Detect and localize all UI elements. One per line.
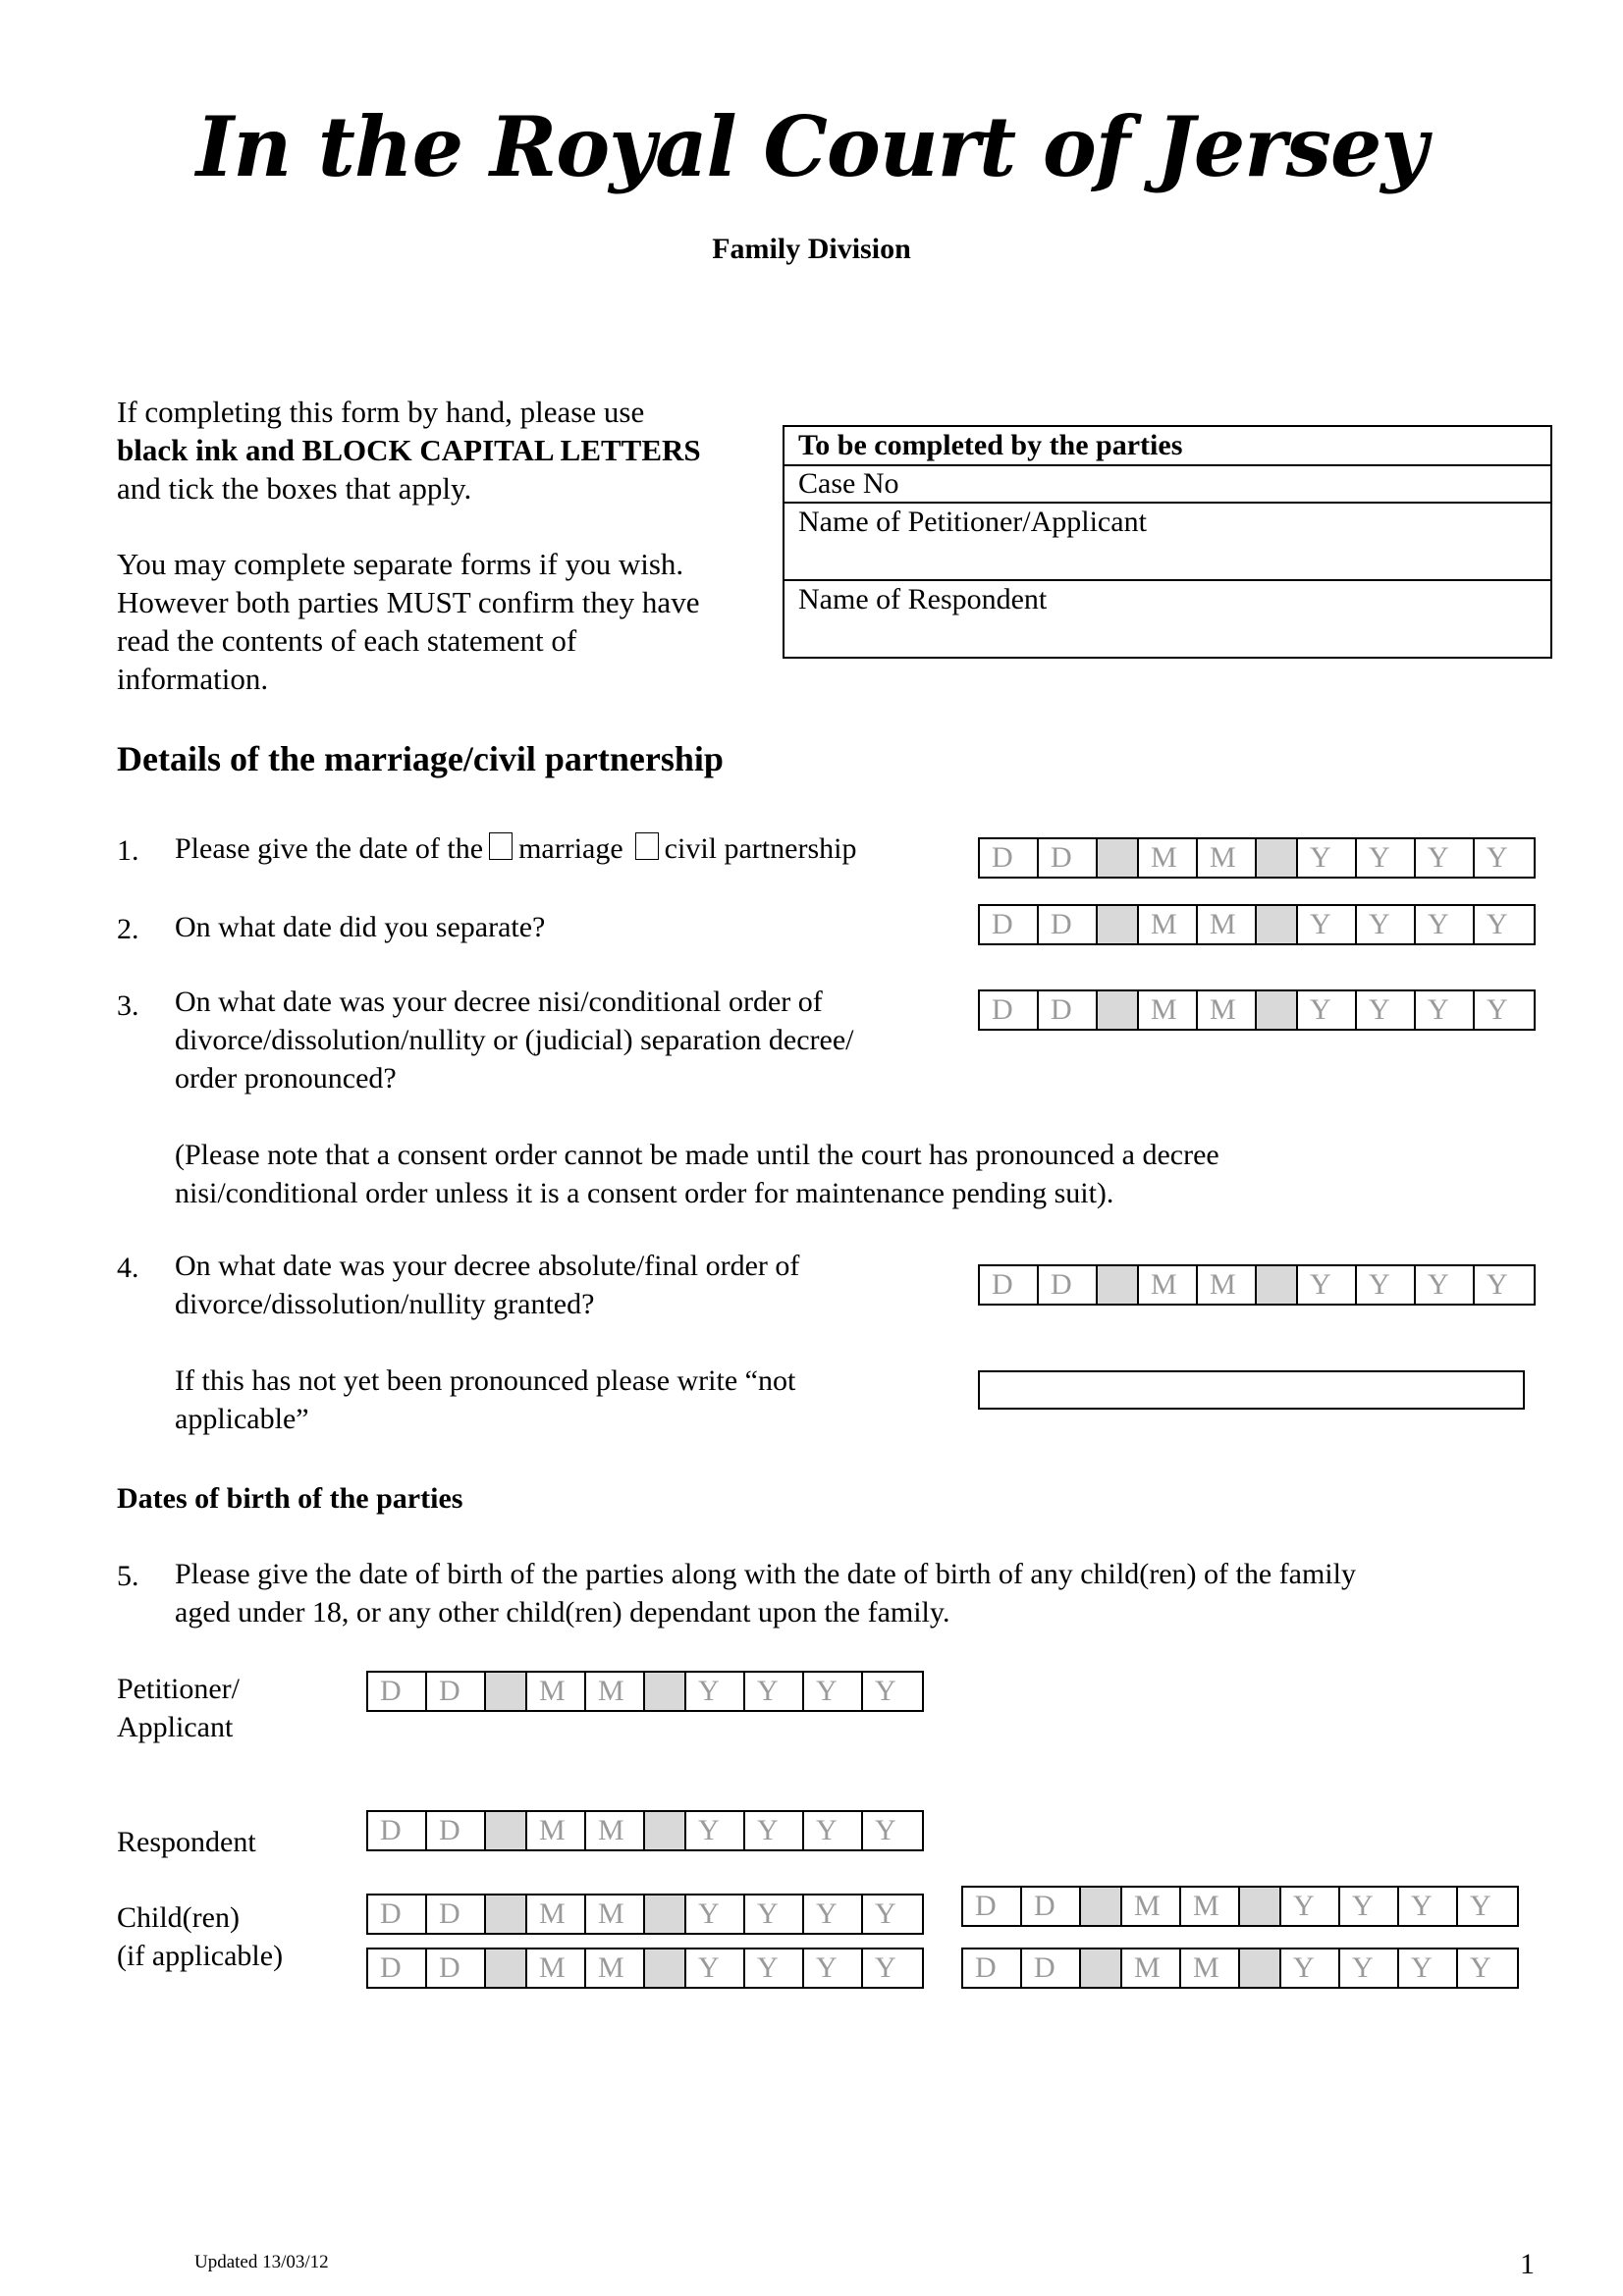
- year-digit-cell[interactable]: Y: [1399, 1888, 1458, 1925]
- date-input-q3[interactable]: [978, 989, 1536, 1031]
- year-digit-cell[interactable]: Y: [1357, 1266, 1416, 1304]
- year-digit-cell[interactable]: Y: [1470, 1951, 1491, 1984]
- parties-box: [783, 425, 1552, 659]
- day-digit-cell[interactable]: D: [1039, 991, 1098, 1029]
- year-digit-cell[interactable]: Y: [1416, 1266, 1475, 1304]
- year-digit-cell[interactable]: Y: [1399, 1949, 1458, 1987]
- date-input-child1[interactable]: [366, 1894, 924, 1935]
- instruction-line: information.: [117, 662, 269, 696]
- month-digit-cell[interactable]: M: [527, 1812, 586, 1849]
- year-digit-cell[interactable]: Y: [686, 1673, 745, 1710]
- month-digit-cell[interactable]: M: [1198, 1266, 1257, 1304]
- civil-partnership-option-label: civil partnership: [664, 832, 857, 865]
- year-digit-cell[interactable]: Y: [804, 1673, 863, 1710]
- day-digit-cell[interactable]: D: [963, 1949, 1022, 1987]
- year-digit-cell[interactable]: Y: [1487, 993, 1508, 1026]
- date-separator: [486, 1673, 527, 1710]
- date-input-q1[interactable]: [978, 837, 1536, 879]
- petitioner-label: Petitioner/: [117, 1673, 240, 1705]
- year-digit-cell[interactable]: Y: [1470, 1890, 1491, 1922]
- month-digit-cell[interactable]: M: [586, 1949, 645, 1987]
- date-separator: [1098, 1266, 1139, 1304]
- day-digit-cell[interactable]: D: [1039, 906, 1098, 943]
- day-digit-cell[interactable]: D: [1039, 1266, 1098, 1304]
- year-digit-cell[interactable]: Y: [686, 1949, 745, 1987]
- date-input-child2[interactable]: [366, 1948, 924, 1989]
- day-digit-cell[interactable]: D: [368, 1812, 427, 1849]
- not-applicable-input[interactable]: [978, 1370, 1525, 1410]
- case-no-field[interactable]: Case No: [784, 466, 1550, 504]
- year-digit-cell[interactable]: Y: [1298, 991, 1357, 1029]
- year-digit-cell[interactable]: Y: [1416, 991, 1475, 1029]
- month-digit-cell[interactable]: M: [586, 1812, 645, 1849]
- date-separator: [645, 1949, 686, 1987]
- year-digit-cell[interactable]: Y: [875, 1897, 896, 1930]
- month-digit-cell[interactable]: M: [1139, 839, 1198, 877]
- date-input-petitioner[interactable]: [366, 1671, 924, 1712]
- year-digit-cell[interactable]: Y: [1298, 906, 1357, 943]
- date-separator: [645, 1896, 686, 1933]
- day-digit-cell[interactable]: D: [427, 1812, 486, 1849]
- respondent-name-field[interactable]: Name of Respondent: [798, 583, 1048, 615]
- date-separator: [1081, 1888, 1122, 1925]
- petitioner-name-field[interactable]: Name of Petitioner/Applicant: [784, 504, 1550, 581]
- page-number: 1: [1520, 2248, 1535, 2280]
- children-label: (if applicable): [117, 1940, 284, 1972]
- question-number: 2.: [117, 913, 139, 945]
- year-digit-cell[interactable]: Y: [745, 1949, 804, 1987]
- day-digit-cell[interactable]: D: [1022, 1949, 1081, 1987]
- year-digit-cell[interactable]: Y: [1281, 1888, 1340, 1925]
- not-applicable-instruction: applicable”: [175, 1403, 309, 1435]
- month-digit-cell[interactable]: M: [1139, 906, 1198, 943]
- year-digit-cell[interactable]: Y: [745, 1673, 804, 1710]
- not-applicable-instruction: If this has not yet been pronounced please write “not: [175, 1364, 796, 1397]
- year-digit-cell[interactable]: Y: [1487, 841, 1508, 874]
- year-digit-cell[interactable]: Y: [804, 1812, 863, 1849]
- date-separator: [486, 1896, 527, 1933]
- instruction-line-bold: black ink and BLOCK CAPITAL LETTERS: [117, 433, 701, 467]
- day-digit-cell[interactable]: D: [980, 1266, 1039, 1304]
- date-separator: [1240, 1949, 1281, 1987]
- day-digit-cell[interactable]: D: [427, 1949, 486, 1987]
- question-1-text: Please give the date of the: [175, 832, 484, 865]
- day-digit-cell[interactable]: D: [980, 991, 1039, 1029]
- month-digit-cell[interactable]: M: [1198, 906, 1257, 943]
- question-5-line: Please give the date of birth of the parties along with the date of birth of any child(ren) of the family: [175, 1558, 1356, 1590]
- month-digit-cell[interactable]: M: [527, 1896, 586, 1933]
- day-digit-cell[interactable]: D: [427, 1673, 486, 1710]
- month-digit-cell[interactable]: M: [1139, 991, 1198, 1029]
- question-number: 5.: [117, 1560, 139, 1592]
- updated-date: Updated 13/03/12: [194, 2252, 329, 2272]
- year-digit-cell[interactable]: Y: [745, 1896, 804, 1933]
- month-digit-cell[interactable]: M: [1122, 1949, 1181, 1987]
- question-number: 3.: [117, 989, 139, 1022]
- instruction-line: You may complete separate forms if you wish.: [117, 547, 684, 581]
- year-digit-cell[interactable]: Y: [1487, 908, 1508, 940]
- petitioner-label: Applicant: [117, 1711, 234, 1743]
- respondent-label: Respondent: [117, 1826, 256, 1858]
- month-digit-cell[interactable]: M: [1198, 991, 1257, 1029]
- question-4-line: divorce/dissolution/nullity granted?: [175, 1288, 595, 1320]
- year-digit-cell[interactable]: Y: [1357, 906, 1416, 943]
- day-digit-cell[interactable]: D: [1039, 839, 1098, 877]
- month-digit-cell[interactable]: M: [1122, 1888, 1181, 1925]
- question-2-text: On what date did you separate?: [175, 911, 546, 943]
- month-digit-cell[interactable]: M: [586, 1896, 645, 1933]
- month-digit-cell[interactable]: M: [1181, 1888, 1240, 1925]
- instruction-line: If completing this form by hand, please use: [117, 395, 645, 429]
- question-3-line: divorce/dissolution/nullity or (judicial) separation decree/: [175, 1024, 854, 1056]
- date-separator: [1098, 839, 1139, 877]
- year-digit-cell[interactable]: Y: [1487, 1268, 1508, 1301]
- date-separator: [1257, 991, 1298, 1029]
- day-digit-cell[interactable]: D: [980, 839, 1039, 877]
- day-digit-cell[interactable]: D: [980, 906, 1039, 943]
- year-digit-cell[interactable]: Y: [686, 1812, 745, 1849]
- date-input-child3[interactable]: [961, 1886, 1519, 1927]
- date-input-child4[interactable]: [961, 1948, 1519, 1989]
- month-digit-cell[interactable]: M: [527, 1949, 586, 1987]
- day-digit-cell[interactable]: D: [368, 1896, 427, 1933]
- day-digit-cell[interactable]: D: [368, 1949, 427, 1987]
- civil-partnership-checkbox[interactable]: [635, 832, 659, 860]
- question-4-line: On what date was your decree absolute/final order of: [175, 1250, 800, 1282]
- instruction-line: read the contents of each statement of: [117, 623, 577, 658]
- date-separator: [486, 1812, 527, 1849]
- year-digit-cell[interactable]: Y: [1357, 991, 1416, 1029]
- year-digit-cell[interactable]: Y: [875, 1814, 896, 1846]
- year-digit-cell[interactable]: Y: [686, 1896, 745, 1933]
- date-separator: [486, 1949, 527, 1987]
- question-number: 1.: [117, 834, 139, 867]
- year-digit-cell[interactable]: Y: [1416, 839, 1475, 877]
- year-digit-cell[interactable]: Y: [1298, 839, 1357, 877]
- year-digit-cell[interactable]: Y: [1298, 1266, 1357, 1304]
- date-input-q2[interactable]: [978, 904, 1536, 945]
- marriage-option-label: marriage: [518, 832, 623, 865]
- division-subtitle: Family Division: [712, 233, 911, 265]
- consent-note-line: nisi/conditional order unless it is a consent order for maintenance pending suit).: [175, 1177, 1114, 1209]
- date-separator: [1257, 1266, 1298, 1304]
- instruction-line: and tick the boxes that apply.: [117, 471, 472, 506]
- parties-box-heading: To be completed by the parties: [784, 427, 1550, 466]
- year-digit-cell[interactable]: Y: [1357, 839, 1416, 877]
- date-separator: [645, 1673, 686, 1710]
- year-digit-cell[interactable]: Y: [875, 1951, 896, 1984]
- year-digit-cell[interactable]: Y: [1281, 1949, 1340, 1987]
- section-heading-marriage: Details of the marriage/civil partnership: [117, 739, 724, 778]
- consent-note-line: (Please note that a consent order cannot be made until the court has pronounced a decree: [175, 1139, 1219, 1171]
- date-separator: [1098, 991, 1139, 1029]
- date-separator: [645, 1812, 686, 1849]
- month-digit-cell[interactable]: M: [1139, 1266, 1198, 1304]
- month-digit-cell[interactable]: M: [586, 1673, 645, 1710]
- question-5-line: aged under 18, or any other child(ren) dependant upon the family.: [175, 1596, 950, 1629]
- month-digit-cell[interactable]: M: [1181, 1949, 1240, 1987]
- question-1: [175, 830, 856, 868]
- question-number: 4.: [117, 1252, 139, 1284]
- year-digit-cell[interactable]: Y: [875, 1675, 896, 1707]
- year-digit-cell[interactable]: Y: [745, 1812, 804, 1849]
- question-3-line: order pronounced?: [175, 1062, 397, 1095]
- instruction-line: However both parties MUST confirm they have: [117, 585, 700, 619]
- section-heading-birth: Dates of birth of the parties: [117, 1482, 463, 1515]
- year-digit-cell[interactable]: Y: [1340, 1888, 1399, 1925]
- year-digit-cell[interactable]: Y: [804, 1896, 863, 1933]
- marriage-checkbox[interactable]: [489, 832, 513, 860]
- children-label: Child(ren): [117, 1901, 240, 1934]
- day-digit-cell[interactable]: D: [963, 1888, 1022, 1925]
- day-digit-cell[interactable]: D: [1022, 1888, 1081, 1925]
- date-separator: [1257, 906, 1298, 943]
- month-digit-cell[interactable]: M: [527, 1673, 586, 1710]
- month-digit-cell[interactable]: M: [1198, 839, 1257, 877]
- question-3-line: On what date was your decree nisi/conditional order of: [175, 986, 823, 1018]
- date-input-q4[interactable]: [978, 1264, 1536, 1306]
- date-separator: [1240, 1888, 1281, 1925]
- day-digit-cell[interactable]: D: [427, 1896, 486, 1933]
- court-title: In the Royal Court of Jersey: [195, 98, 1428, 195]
- date-input-respondent[interactable]: [366, 1810, 924, 1851]
- date-separator: [1257, 839, 1298, 877]
- date-separator: [1081, 1949, 1122, 1987]
- year-digit-cell[interactable]: Y: [1340, 1949, 1399, 1987]
- year-digit-cell[interactable]: Y: [1416, 906, 1475, 943]
- year-digit-cell[interactable]: Y: [804, 1949, 863, 1987]
- date-separator: [1098, 906, 1139, 943]
- day-digit-cell[interactable]: D: [368, 1673, 427, 1710]
